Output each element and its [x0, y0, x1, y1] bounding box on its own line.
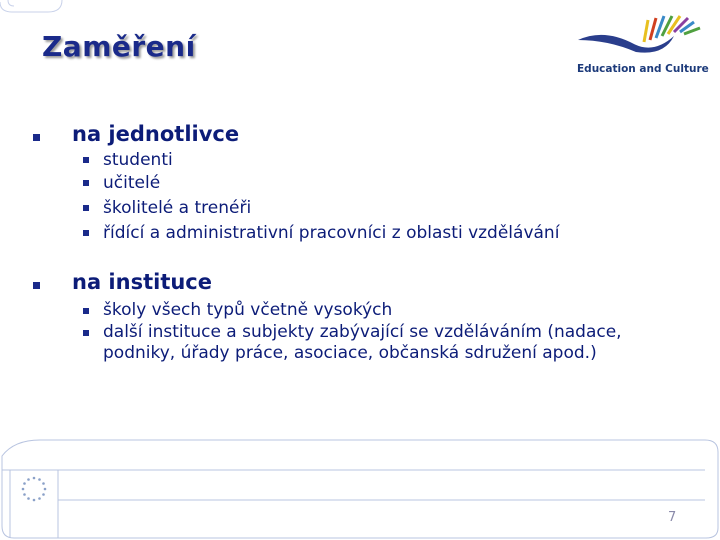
page-number: 7 [668, 510, 677, 525]
list-item: školitelé a trenéři [103, 198, 252, 218]
eu-stars-icon [17, 472, 51, 504]
bullet-icon [83, 157, 89, 163]
list-item: řídící a administrativní pracovníci z oblasti vzdělávání [103, 223, 560, 243]
bullet-icon [83, 308, 89, 314]
list-item: učitelé [103, 173, 161, 193]
bullet-icon [83, 180, 89, 186]
section-heading: na jednotlivce [72, 122, 240, 146]
bullet-icon [83, 330, 89, 336]
list-item: studenti [103, 150, 173, 170]
bullet-icon [83, 205, 89, 211]
slide-title: Zaměření [42, 30, 196, 63]
logo-caption: Education and Culture [577, 63, 709, 75]
list-item: školy všech typů včetně vysokých [103, 300, 393, 320]
bullet-icon [33, 282, 40, 289]
list-item: další instituce a subjekty zabývající se vzděláváním (nadace, [103, 322, 622, 342]
bullet-icon [33, 134, 40, 141]
list-item-continuation: podniky, úřady práce, asociace, občanská sdružení apod.) [103, 343, 597, 363]
section-heading: na instituce [72, 270, 212, 294]
bullet-icon [83, 230, 89, 236]
